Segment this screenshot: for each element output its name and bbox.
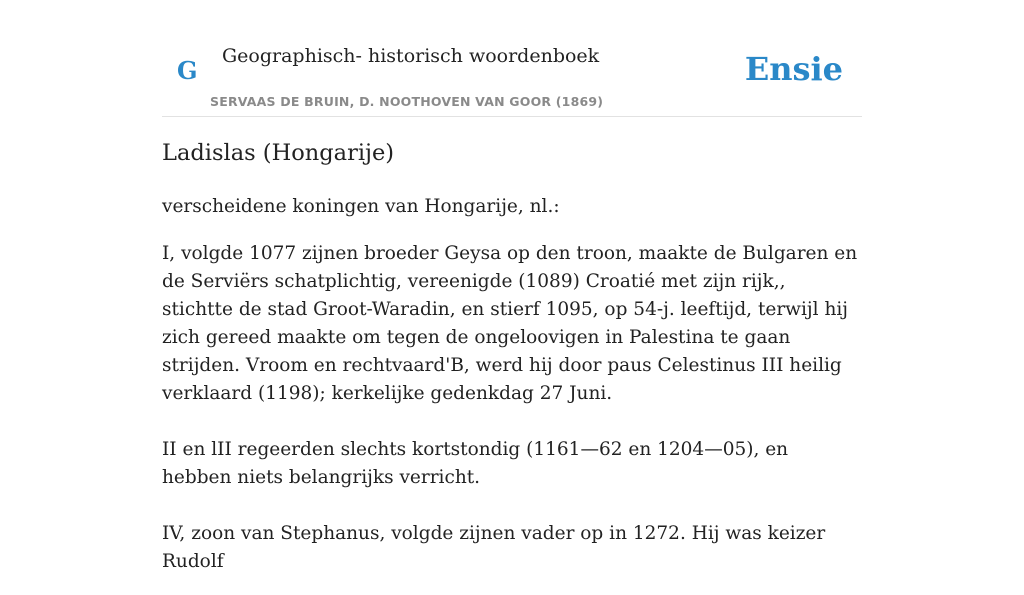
entry-paragraph: verscheidene koningen van Hongarije, nl.: [162, 196, 560, 217]
header [162, 0, 862, 117]
entry-paragraph: II en lII regeerden slechts kortstondig (1161—62 en 1204—05), en hebben niets belangrijks verricht. [162, 439, 789, 488]
brand-logo-link[interactable]: Ensie [744, 50, 843, 88]
entry-title: Ladislas (Hongarije) [162, 140, 395, 166]
entry-body [162, 193, 862, 595]
entry-paragraph: I, volgde 1077 zijnen broeder Geysa op den troon, maakte de Bulgaren en de Serviërs schatplichtig, vereenigde (1089) Croatié met zijn rijk,, stichtte de stad Groot-Waradin, en stierf 1095, op 54-j. leeftijd, terwijl hij zich gereed maakte om tegen de ongeloovigen in Palestina te gaan strijden. Vroom en rechtvaard'B, werd hij door paus Celestinus III heilig verklaard (1198); kerkelijke gedenkdag 27 Juni. [162, 243, 858, 404]
book-title[interactable]: Geographisch- historisch woordenboek [222, 45, 600, 67]
entry-paragraph: IV, zoon van Stephanus, volgde zijnen vader op in 1272. Hij was keizer Rudolf [162, 523, 826, 572]
book-author: SERVAAS DE BRUIN, D. NOOTHOVEN VAN GOOR (1869) [210, 94, 604, 109]
book-logo-link[interactable]: G [177, 56, 198, 85]
